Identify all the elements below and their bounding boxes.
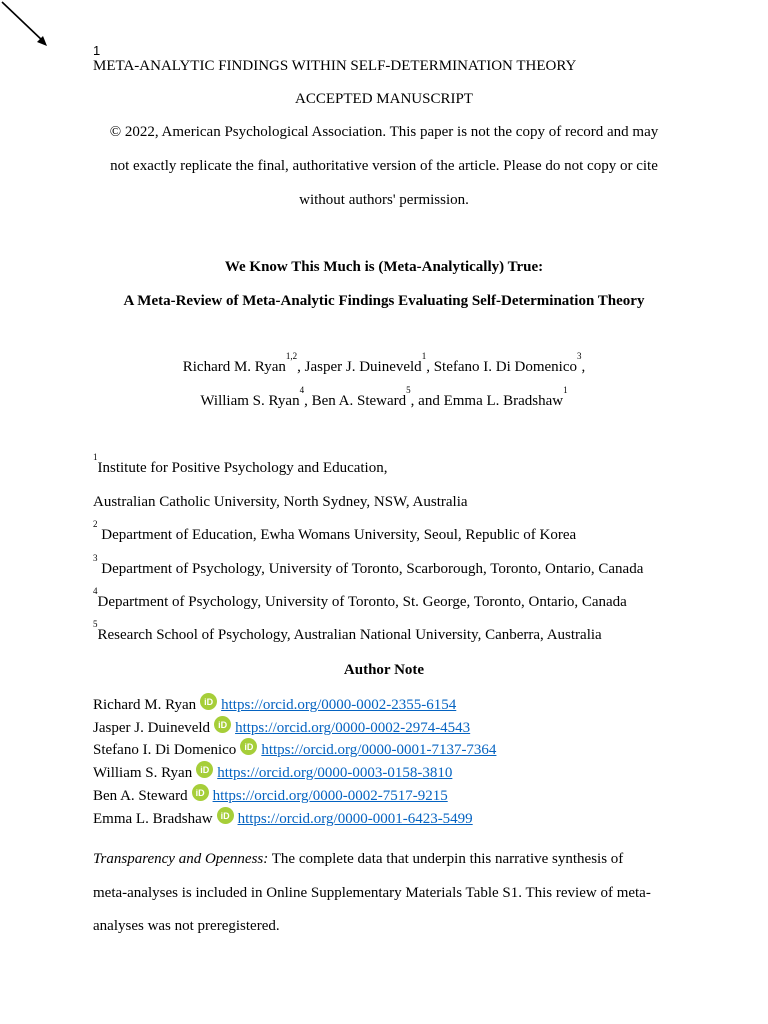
orcid-entry (93, 765, 452, 782)
author-separator: , (426, 359, 434, 375)
author-separator: , (304, 393, 312, 409)
orcid-link[interactable]: https://orcid.org/0000-0002-2355-6154 (221, 697, 457, 713)
author-name: Emma L. Bradshaw (443, 393, 564, 409)
orcid-entry (93, 720, 470, 737)
author-affiliation-sup: 4 (299, 385, 305, 395)
transparency-label: Transparency and Openness: (93, 851, 269, 867)
affiliation-3 (93, 553, 644, 578)
author-affiliation-sup: 1,2 (285, 351, 298, 361)
transparency-text: The complete data that underpin this narrative synthesis of (268, 851, 624, 867)
affiliation-1 (93, 452, 388, 477)
transparency-line-2: meta-analyses is included in Online Supplementary Materials Table S1. This review of meta- (93, 885, 651, 901)
affiliation-text: Department of Psychology, University of Toronto, Scarborough, Toronto, Ontario, Canada (97, 561, 644, 577)
author-separator: , (581, 359, 586, 375)
title-line-2: A Meta-Review of Meta-Analytic Findings Evaluating Self-Determination Theory (123, 293, 645, 309)
author-line-2 (0, 385, 768, 410)
affiliation-text: Department of Education, Ewha Womans University, Seoul, Republic of Korea (97, 527, 577, 543)
orcid-icon: iD (214, 716, 231, 733)
transparency-line-1 (93, 851, 623, 868)
orcid-icon: iD (196, 761, 213, 778)
copyright-line-1: © 2022, American Psychological Association. This paper is not the copy of record and may (109, 124, 659, 140)
author-affiliation-sup: 1 (421, 351, 427, 361)
author-name: William S. Ryan (200, 393, 300, 409)
affiliation-sup: 1 (93, 452, 98, 462)
orcid-link[interactable]: https://orcid.org/0000-0003-0158-3810 (217, 765, 453, 781)
transparency-line-3: analyses was not preregistered. (93, 918, 280, 934)
author-affiliation-sup: 5 (406, 385, 411, 395)
orcid-link[interactable]: https://orcid.org/0000-0001-6423-5499 (237, 811, 473, 827)
orcid-entry (93, 788, 448, 805)
author-name: Ben A. Steward (311, 393, 407, 409)
affiliation-sup: 5 (93, 619, 98, 629)
affiliation-2 (93, 519, 577, 544)
orcid-link[interactable]: https://orcid.org/0000-0001-7137-7364 (261, 742, 497, 758)
orcid-author-name: Jasper J. Duineveld (93, 720, 211, 736)
affiliation-5 (93, 619, 602, 644)
orcid-author-name: William S. Ryan (93, 765, 193, 781)
orcid-author-name: Stefano I. Di Domenico (93, 742, 237, 758)
author-name: Jasper J. Duineveld (304, 359, 422, 375)
orcid-author-name: Emma L. Bradshaw (93, 811, 213, 827)
orcid-entry (93, 811, 473, 828)
affiliation-sup: 4 (93, 586, 98, 596)
page-number: 1 (93, 43, 101, 58)
orcid-author-name: Richard M. Ryan (93, 697, 197, 713)
author-note-heading: Author Note (343, 662, 425, 678)
title-line-1: We Know This Much is (Meta-Analytically) True: (224, 259, 544, 275)
copyright-line-2: not exactly replicate the final, authoritative version of the article. Please do not copy or cite (110, 158, 658, 174)
orcid-link[interactable]: https://orcid.org/0000-0002-7517-9215 (212, 788, 448, 804)
author-separator: , and (410, 393, 444, 409)
affiliation-text: Department of Psychology, University of Toronto, St. George, Toronto, Ontario, Canada (97, 594, 627, 610)
author-name: Richard M. Ryan (182, 359, 286, 375)
arrow-pointer-icon (0, 0, 50, 48)
author-separator: , (297, 359, 305, 375)
affiliation-sup: 3 (93, 553, 98, 563)
orcid-icon: iD (217, 807, 234, 824)
manuscript-status: ACCEPTED MANUSCRIPT (295, 91, 473, 107)
orcid-entry (93, 742, 496, 759)
orcid-link[interactable]: https://orcid.org/0000-0002-2974-4543 (235, 720, 471, 736)
affiliation-sup: 2 (93, 519, 98, 529)
orcid-icon: iD (200, 693, 217, 710)
copyright-line-3: without authors' permission. (299, 192, 469, 208)
orcid-entry (93, 697, 456, 714)
running-head: META-ANALYTIC FINDINGS WITHIN SELF-DETERMINATION THEORY (93, 58, 577, 74)
affiliation-1-continued (93, 494, 468, 511)
author-name: Stefano I. Di Domenico (433, 359, 577, 375)
author-affiliation-sup: 1 (563, 385, 568, 395)
orcid-author-name: Ben A. Steward (93, 788, 188, 804)
author-line-1 (0, 351, 768, 376)
orcid-icon: iD (240, 738, 257, 755)
affiliation-text: Institute for Positive Psychology and Education, (97, 460, 388, 476)
orcid-icon: iD (192, 784, 209, 801)
affiliation-text: Australian Catholic University, North Sydney, NSW, Australia (93, 494, 468, 510)
author-affiliation-sup: 3 (577, 351, 582, 361)
affiliation-4 (93, 586, 627, 611)
affiliation-text: Research School of Psychology, Australian National University, Canberra, Australia (97, 627, 602, 643)
